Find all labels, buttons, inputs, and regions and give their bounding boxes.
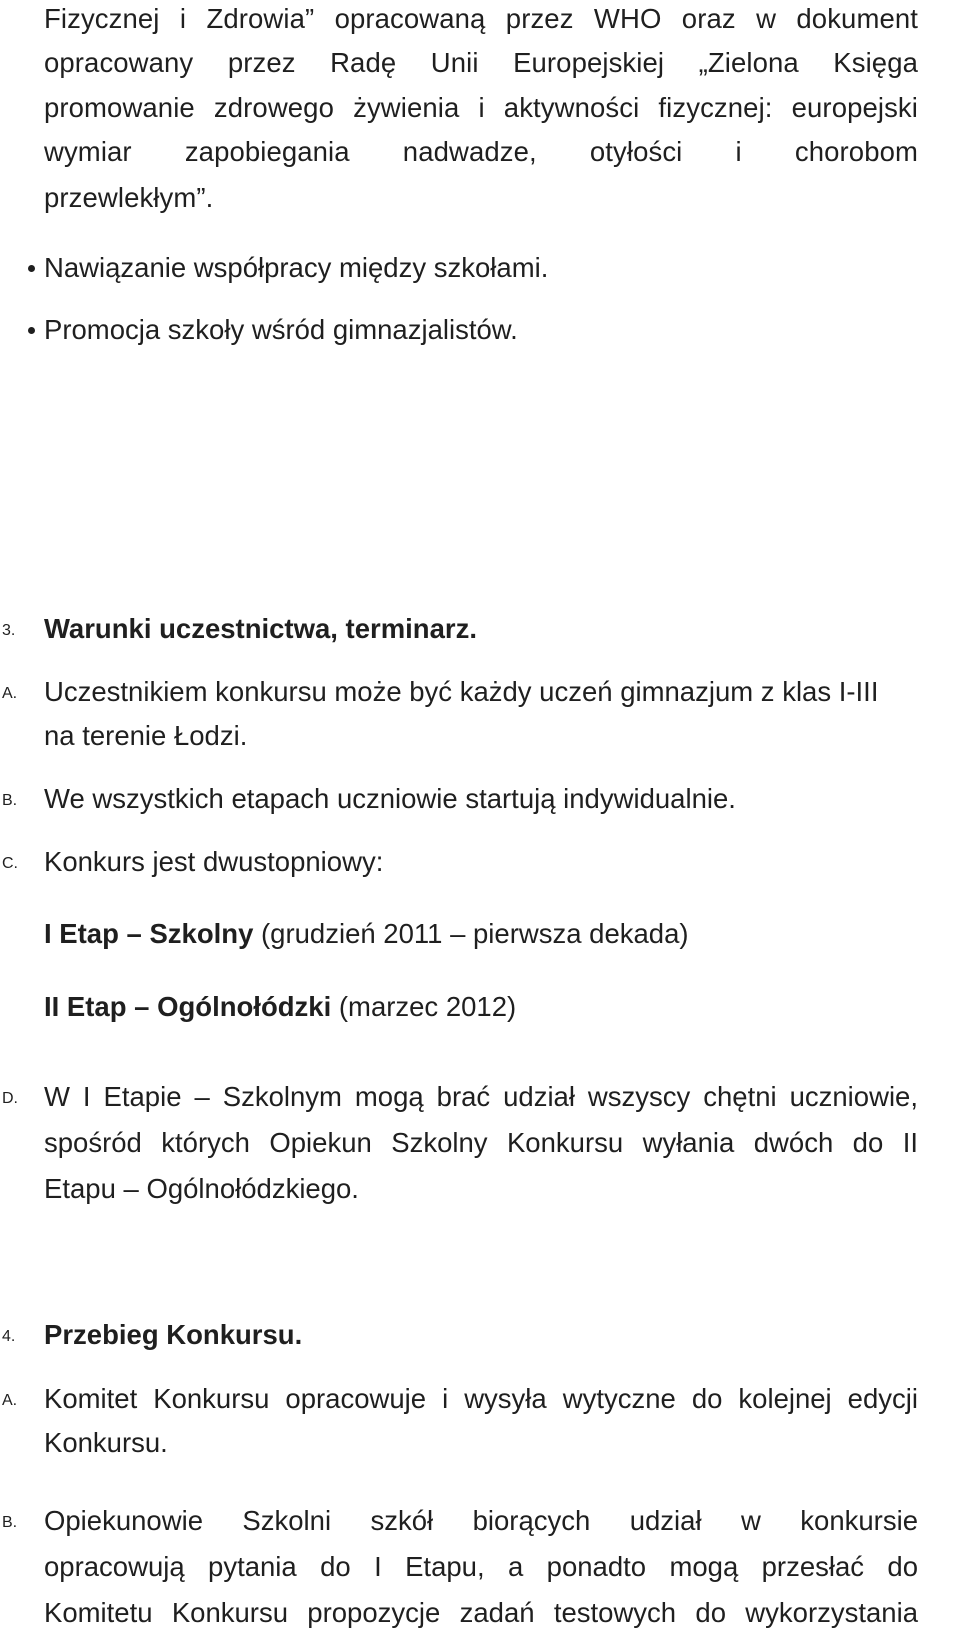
bullet-dot-icon [28,265,35,272]
list-item-3a [0,675,960,765]
item-marker: A. [2,685,18,702]
item-text-line: na terenie Łodzi. [44,720,248,751]
item-text-line: W I Etapie – Szkolnym mogą brać udział wszyscy chętni uczniowie, [44,1081,918,1112]
item-marker: A. [2,1392,18,1409]
item-text-line: We wszystkich etapach uczniowie startują indywidualnie. [44,783,736,814]
bullet-item [0,313,960,347]
list-item-4b [0,1504,960,1640]
bullet-item [0,251,960,285]
list-item-3b [0,782,960,816]
item-marker: C. [2,855,18,872]
item-text-line: Konkurs jest dwustopniowy: [44,846,384,877]
list-item-4a [0,1382,960,1472]
bullet-text: Promocja szkoły wśród gimnazjalistów. [44,314,518,345]
intro-line-1: Fizycznej i Zdrowia” opracowaną przez WHO oraz w dokument [44,3,918,34]
etap-1-line [44,917,689,951]
item-text-line: Opiekunowie Szkolni szkół biorących udział w konkursie [44,1505,918,1536]
section-4-heading [0,1318,960,1352]
item-text-line: opracowują pytania do I Etapu, a ponadto mogą przesłać do [44,1551,918,1582]
bullet-text: Nawiązanie współpracy między szkołami. [44,252,549,283]
list-item-3c [0,845,960,1025]
item-text-line: spośród których Opiekun Szkolny Konkursu wyłania dwóch do II [44,1127,918,1158]
item-marker: D. [2,1090,18,1107]
intro-line-2: opracowany przez Radę Unii Europejskiej „Zielona Księga [44,47,918,78]
intro-line-4: wymiar zapobiegania nadwadze, otyłości i chorobom [44,136,918,167]
section-title: Przebieg Konkursu. [44,1319,303,1350]
item-text-line: Konkursu. [44,1427,168,1458]
etap-2-date: (marzec 2012) [331,991,517,1022]
section-title: Warunki uczestnictwa, terminarz. [44,613,477,644]
intro-line-3: promowanie zdrowego żywienia i aktywności fizycznej: europejski [44,92,918,123]
section-number: 4. [2,1328,16,1345]
etap-1-name: I Etap – Szkolny [44,918,254,949]
etap-2-name: II Etap – Ogólnołódzki [44,991,332,1022]
section-number: 3. [2,622,16,639]
etap-1-date: (grudzień 2011 – pierwsza dekada) [253,918,689,949]
item-marker: B. [2,792,18,809]
item-text-line: Uczestnikiem konkursu może być każdy uczeń gimnazjum z klas I-III [44,676,879,707]
item-text-line: Etapu – Ogólnołódzkiego. [44,1173,359,1204]
item-marker: B. [2,1514,18,1531]
item-text-line: Komitet Konkursu opracowuje i wysyła wytyczne do kolejnej edycji [44,1383,918,1414]
bullet-dot-icon [28,327,35,334]
item-text-line: Komitetu Konkursu propozycje zadań testowych do wykorzystania [44,1597,918,1628]
etap-2-line [44,990,516,1024]
intro-line-5: przewlekłym”. [44,182,214,213]
list-item-3d [0,1080,960,1220]
section-3-heading [0,612,960,646]
